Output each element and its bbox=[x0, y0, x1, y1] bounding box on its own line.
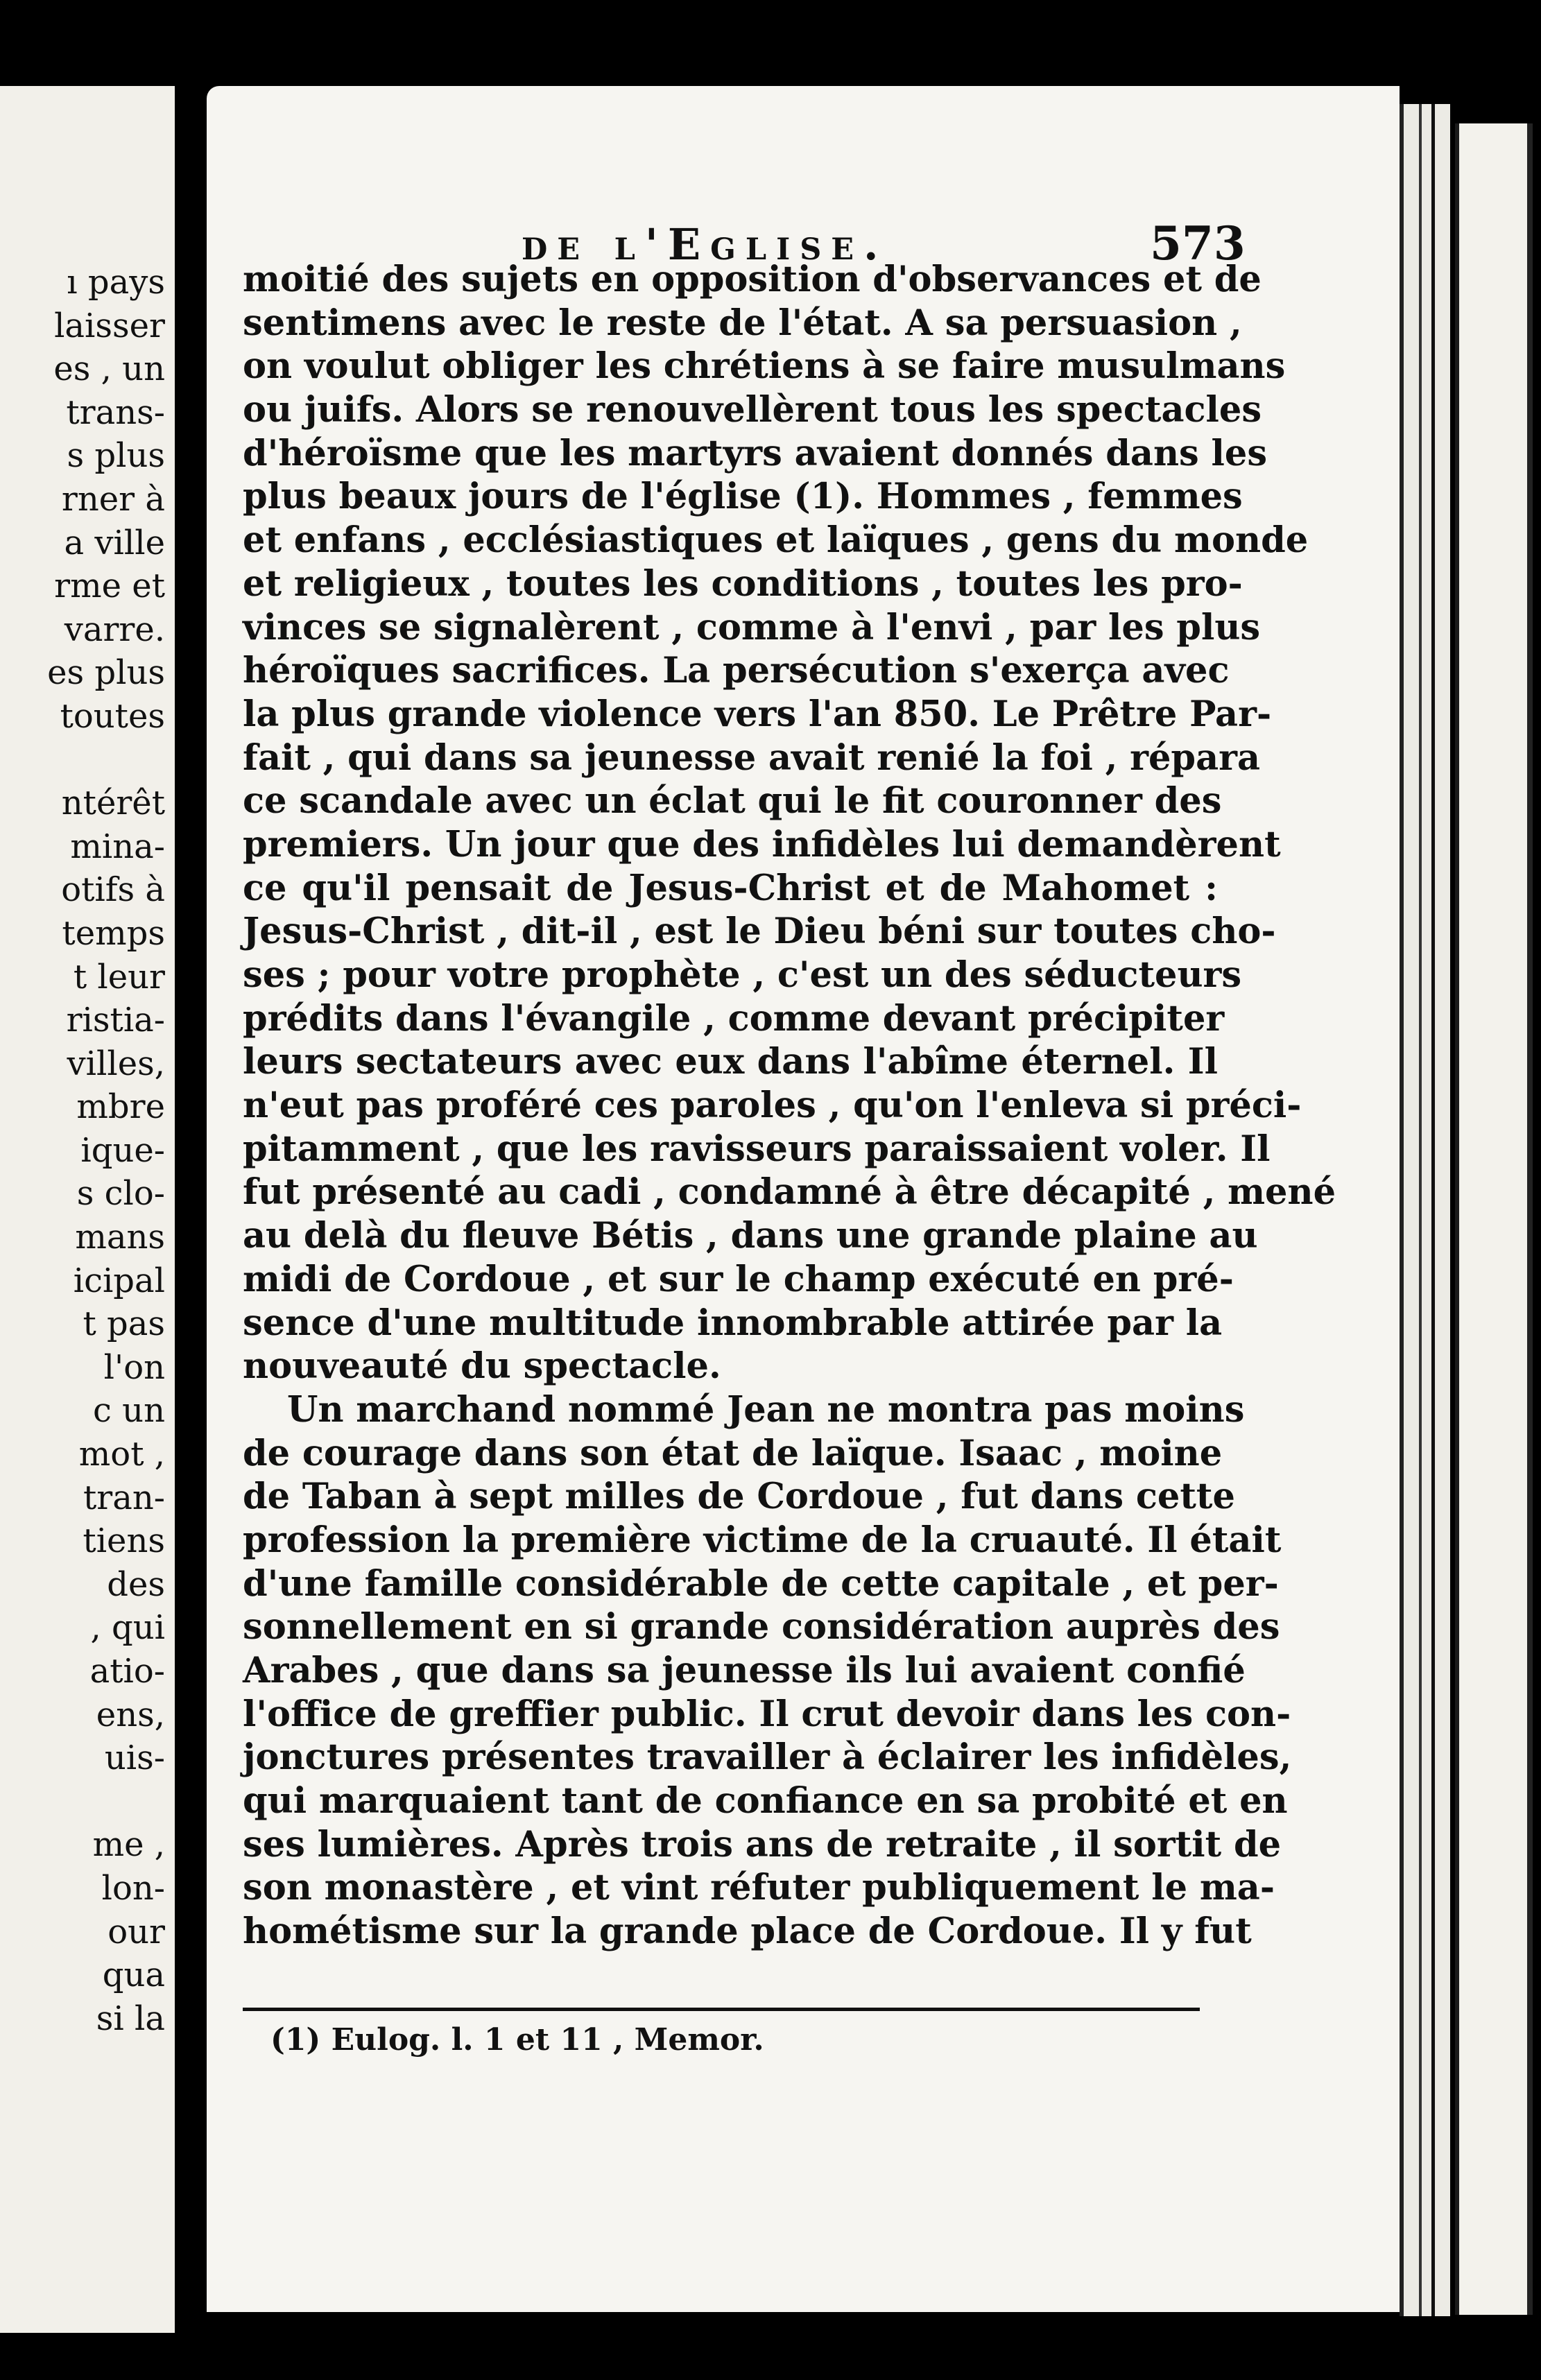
previous-page-line: rner à bbox=[61, 479, 165, 519]
previous-page-line: ristia- bbox=[66, 1001, 165, 1040]
previous-page-line: a ville bbox=[64, 523, 165, 562]
text-line: on voulut obliger les chrétiens à se faire musulmans bbox=[243, 345, 1286, 388]
previous-page-line: t pas bbox=[83, 1304, 165, 1344]
previous-page-line: , qui bbox=[90, 1608, 165, 1648]
previous-page-line bbox=[47, 1780, 165, 1824]
page-edge bbox=[1400, 104, 1419, 2316]
previous-page-line: l'on bbox=[103, 1347, 165, 1387]
previous-page-line: villes, bbox=[67, 1044, 165, 1083]
previous-page-line: rme et bbox=[54, 567, 165, 606]
previous-page-line: t leur bbox=[73, 957, 165, 997]
previous-page-line: varre. bbox=[64, 610, 165, 649]
text-line: au delà du fleuve Bétis , dans une grande plaine au bbox=[243, 1215, 1258, 1257]
text-line: midi de Cordoue , et sur le champ exécuté en pré- bbox=[243, 1258, 1234, 1300]
previous-page-line: des bbox=[107, 1564, 165, 1604]
previous-page-line: our bbox=[107, 1912, 165, 1951]
text-line: plus beaux jours de l'église (1). Hommes , femmes bbox=[243, 476, 1243, 518]
text-line: ce qu'il pensait de Jesus-Christ et de Mahomet : bbox=[243, 867, 1218, 909]
footnote: (1) Eulog. l. 1 et 11 , Memor. bbox=[270, 2022, 764, 2058]
text-line: ou juifs. Alors se renouvellèrent tous les spectacles bbox=[243, 389, 1262, 431]
previous-page-line: otifs à bbox=[61, 870, 165, 910]
previous-page-fragment bbox=[0, 86, 175, 2333]
previous-page-line: tran- bbox=[83, 1478, 165, 1517]
previous-page-line: uis- bbox=[104, 1739, 165, 1778]
previous-page-line: es , un bbox=[53, 350, 165, 389]
previous-page-line: icipal bbox=[73, 1261, 165, 1300]
text-line: jonctures présentes travailler à éclairer les infidèles, bbox=[243, 1736, 1292, 1779]
page-edge bbox=[1455, 123, 1533, 2315]
previous-page-line: es plus bbox=[47, 653, 165, 693]
text-line: fut présenté au cadi , condamné à être décapité , mené bbox=[243, 1171, 1336, 1214]
previous-page-line: ens, bbox=[96, 1695, 165, 1734]
text-line: et religieux , toutes les conditions , toutes les pro- bbox=[243, 562, 1243, 605]
text-line: son monastère , et vint réfuter publiquement le ma- bbox=[243, 1867, 1275, 1909]
previous-page-line: mina- bbox=[70, 827, 165, 866]
previous-page-line: si la bbox=[96, 1999, 165, 2038]
previous-page-line: temps bbox=[62, 913, 165, 953]
text-line: nouveauté du spectacle. bbox=[243, 1345, 721, 1388]
previous-page-line: toutes bbox=[60, 696, 165, 736]
text-line: leurs sectateurs avec eux dans l'abîme éternel. Il bbox=[243, 1041, 1218, 1083]
text-line: Un marchand nommé Jean ne montra pas moins bbox=[287, 1388, 1245, 1431]
text-line: hométisme sur la grande place de Cordoue. Il y fut bbox=[243, 1911, 1252, 1953]
previous-page-line: trans- bbox=[66, 393, 165, 432]
text-line: moitié des sujets en opposition d'observances et de bbox=[243, 259, 1262, 300]
footnote-rule bbox=[243, 2008, 1200, 2011]
previous-page-line: ı pays bbox=[67, 263, 165, 302]
text-line: qui marquaient tant de confiance en sa probité et en bbox=[243, 1780, 1288, 1822]
text-line: la plus grande violence vers l'an 850. Le Prêtre Par- bbox=[243, 693, 1272, 735]
text-line: d'héroïsme que les martyrs avaient donnés dans les bbox=[243, 432, 1268, 474]
text-line: d'une famille considérable de cette capitale , et per- bbox=[243, 1562, 1279, 1605]
text-line: premiers. Un jour que des infidèles lui demandèrent bbox=[243, 823, 1281, 865]
previous-page-line: me , bbox=[92, 1825, 165, 1865]
text-line: ce scandale avec un éclat qui le fit couronner des bbox=[243, 780, 1222, 822]
previous-page-line: lon- bbox=[101, 1868, 165, 1908]
previous-page-text bbox=[47, 261, 165, 2040]
previous-page-line: mans bbox=[75, 1218, 165, 1257]
text-line: prédits dans l'évangile , comme devant précipiter bbox=[243, 997, 1225, 1040]
text-line: n'eut pas proféré ces paroles , qu'on l'enleva si préci- bbox=[243, 1085, 1302, 1127]
text-line: de Taban à sept milles de Cordoue , fut dans cette bbox=[243, 1476, 1235, 1518]
previous-page-line: atio- bbox=[89, 1652, 165, 1691]
text-line: ses ; pour votre prophète , c'est un des séducteurs bbox=[243, 954, 1242, 996]
body-text bbox=[243, 258, 1336, 1954]
previous-page-line: mbre bbox=[76, 1087, 165, 1127]
text-line: vinces se signalèrent , comme à l'envi , par les plus bbox=[243, 606, 1261, 648]
previous-page-line bbox=[47, 739, 165, 782]
text-line: fait , qui dans sa jeunesse avait renié la foi , répara bbox=[243, 736, 1261, 779]
previous-page-line: laisser bbox=[54, 306, 165, 345]
previous-page-line: s plus bbox=[67, 436, 165, 476]
previous-page-line: mot , bbox=[78, 1435, 165, 1474]
page-number: 573 bbox=[1150, 216, 1246, 270]
text-line: de courage dans son état de laïque. Isaac , moine bbox=[243, 1432, 1223, 1474]
running-title: de l'Eglise. bbox=[522, 219, 888, 270]
book-gutter bbox=[175, 0, 209, 2380]
previous-page-line: ntérêt bbox=[61, 784, 165, 823]
text-line: Jesus-Christ , dit-il , est le Dieu béni sur toutes cho- bbox=[243, 911, 1276, 953]
text-line: et enfans , ecclésiastiques et laïques , gens du monde bbox=[243, 519, 1309, 562]
previous-page-line: ique- bbox=[80, 1130, 165, 1170]
page-edge bbox=[1431, 104, 1450, 2316]
page-edge bbox=[1419, 104, 1431, 2316]
text-line: pitamment , que les ravisseurs paraissaient voler. Il bbox=[243, 1128, 1271, 1170]
text-line: sentimens avec le reste de l'état. A sa persuasion , bbox=[243, 302, 1242, 344]
previous-page-line: c un bbox=[93, 1391, 165, 1431]
previous-page-line: s clo- bbox=[76, 1174, 165, 1214]
text-line: sence d'une multitude innombrable attirée par la bbox=[243, 1302, 1223, 1344]
text-line: ses lumières. Après trois ans de retraite , il sortit de bbox=[243, 1823, 1282, 1865]
previous-page-line: tiens bbox=[83, 1521, 165, 1561]
text-line: sonnellement en si grande considération auprès des bbox=[243, 1606, 1280, 1648]
previous-page-line: qua bbox=[102, 1956, 165, 1995]
text-line: héroïques sacrifices. La persécution s'exerça avec bbox=[243, 650, 1230, 692]
text-line: profession la première victime de la cruauté. Il était bbox=[243, 1519, 1282, 1561]
text-line: Arabes , que dans sa jeunesse ils lui avaient confié bbox=[243, 1650, 1246, 1691]
text-line: l'office de greffier public. Il crut devoir dans les con- bbox=[243, 1693, 1291, 1735]
